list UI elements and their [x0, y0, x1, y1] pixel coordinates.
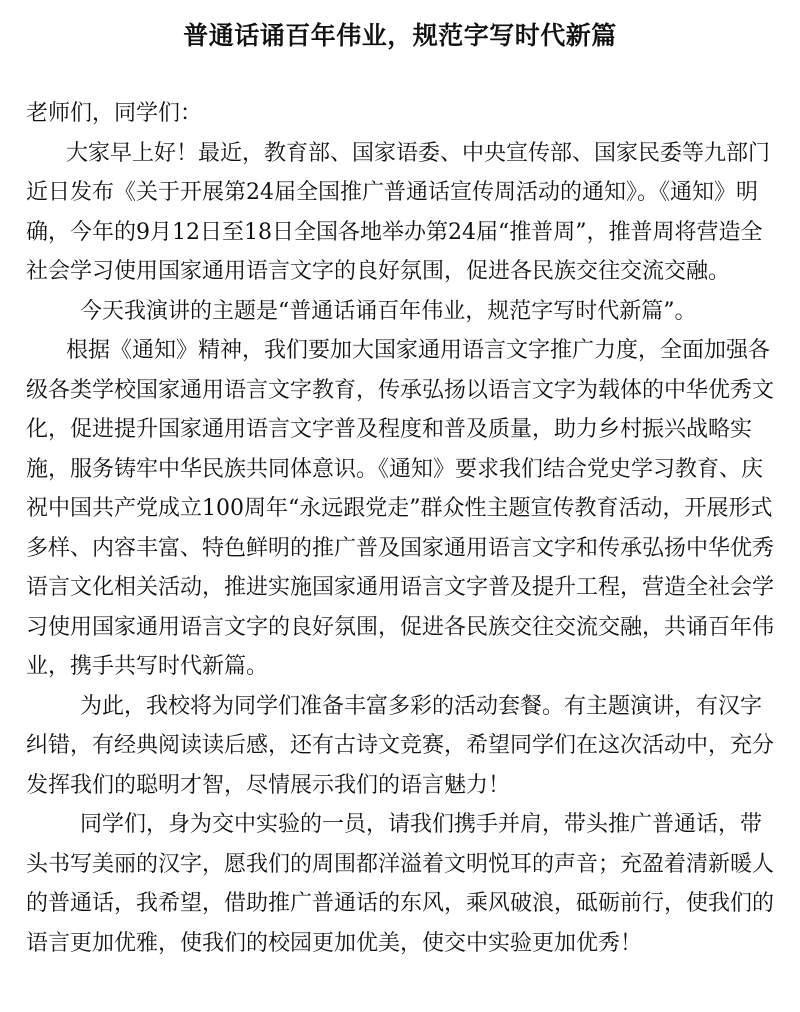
salutation: 老师们，同学们： — [26, 101, 203, 126]
document-title: 普通话诵百年伟业，规范字写时代新篇 — [183, 21, 617, 50]
paragraph-notice-spirit: 根据《通知》精神，我们要加大国家通用语言文字推广力度，全面加强各级各类学校国家通用语言文字教育，传承弘扬以语言文字为载体的中华优秀文化，促进提升国家通用语言文字普及程度和普及质量，助力乡村振兴战略实施，服务铸牢中华民族共同体意识。《通知》要求我们结合党史学习教育、庆祝中国共产党成立100周年“永远跟党走”群众性主题宣传教育活动，开展形式多样、内容丰富、特色鲜明的推广普及国家通用语言文字和传承弘扬中华优秀语言文化相关活动，推进实施国家通用语言文字普及提升工程，营造全社会学习使用国家通用语言文字的良好氛围，促进各民族交往交流交融，共诵百年伟业，携手共写时代新篇。 — [26, 338, 775, 679]
paragraph-theme: 今天我演讲的主题是“普通话诵百年伟业，规范字写时代新篇”。 — [80, 298, 697, 324]
paragraph-closing: 同学们，身为交中实验的一员，请我们携手并肩，带头推广普通话，带头书写美丽的汉字，愿我们的周围都洋溢着文明悦耳的声音；充盈着清新暖人的普通话，我希望，借助推广普通话的东风，乘风破浪，砥砺前行，使我们的语言更加优雅，使我们的校园更加优美，使交中实验更加优秀！ — [26, 812, 775, 956]
paragraph-school-activities: 为此，我校将为同学们准备丰富多彩的活动套餐。有主题演讲，有汉字纠错，有经典阅读读后感，还有古诗文竞赛，希望同学们在这次活动中，充分发挥我们的聪明才智，尽情展示我们的语言魅力！ — [26, 693, 775, 798]
paragraph-greeting: 大家早上好！最近，教育部、国家语委、中央宣传部、国家民委等九部门近日发布《关于开展第24届全国推广普通话宣传周活动的通知》。《通知》明确，今年的9月12日至18日全国各地举办第24届“推普周”，推普周将营造全社会学习使用国家通用语言文字的良好氛围，促进各民族交往交流交融。 — [26, 140, 771, 284]
document-body — [26, 94, 780, 963]
